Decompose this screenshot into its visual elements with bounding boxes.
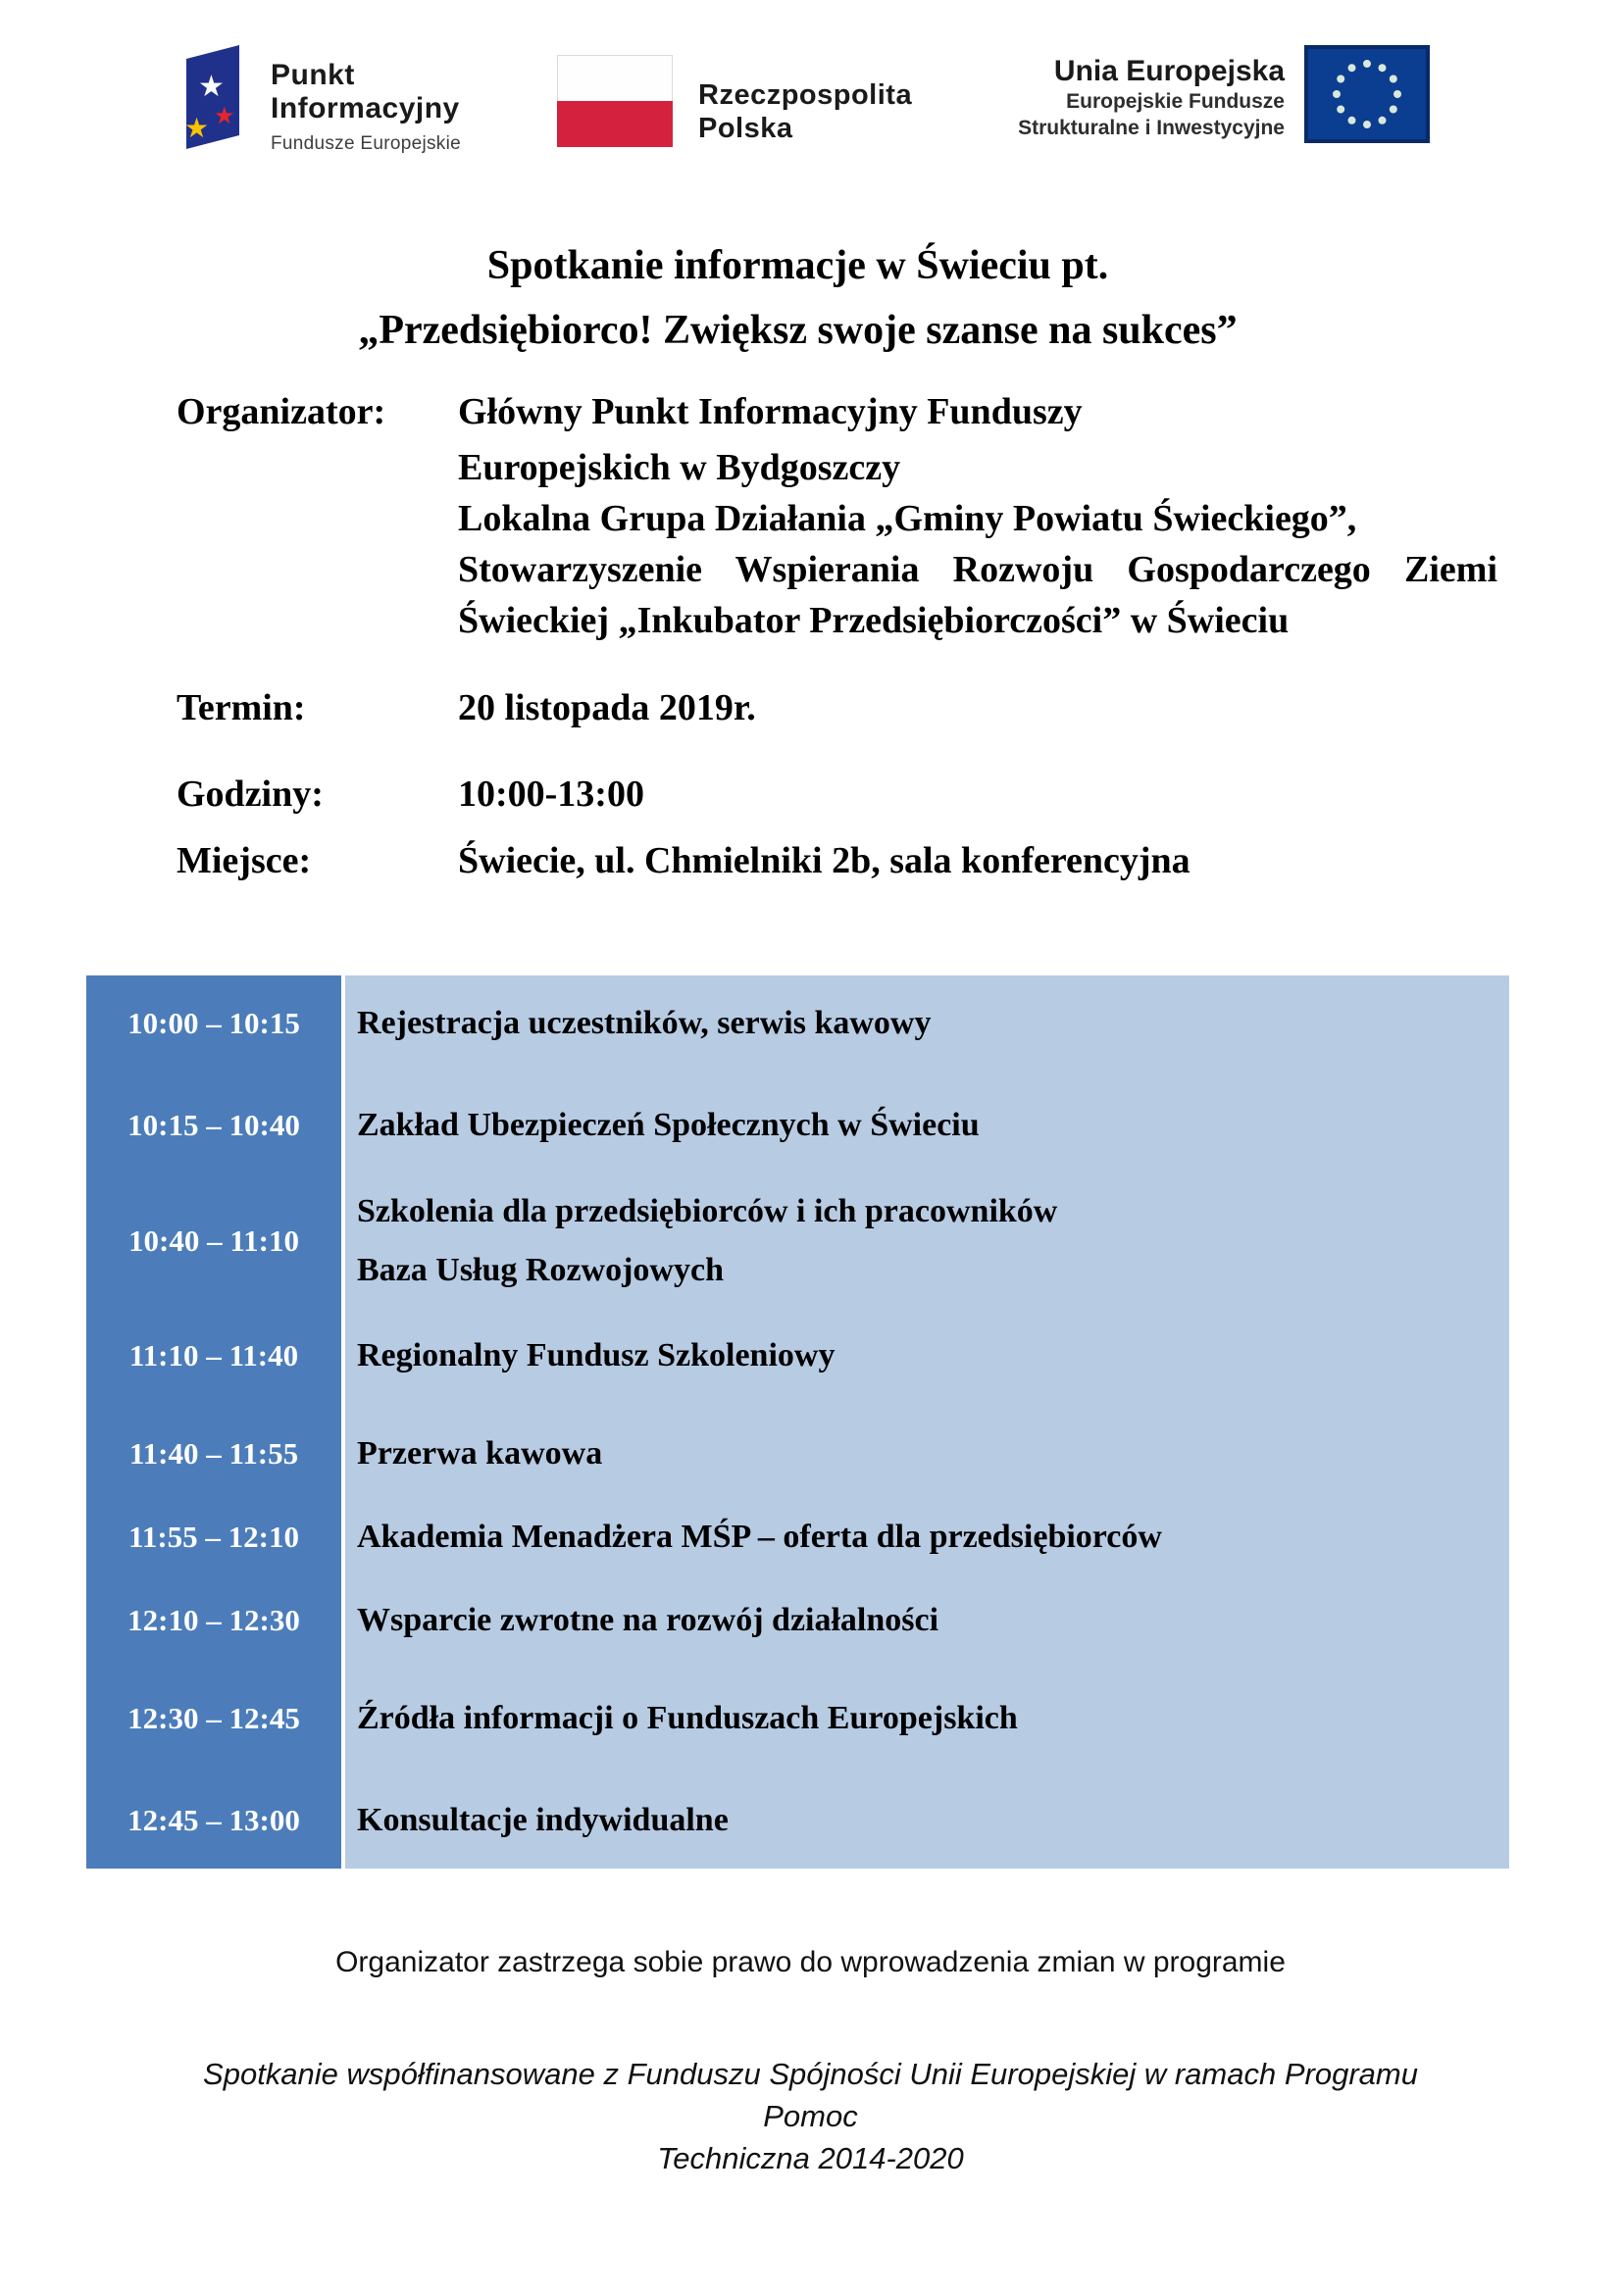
schedule-row xyxy=(86,975,1509,1072)
place-value: Świecie, ul. Chmielniki 2b, sala konferencyjna xyxy=(458,840,1190,881)
schedule-topic-line: Baza Usług Rozwojowych xyxy=(357,1251,724,1288)
poland-logo-text xyxy=(698,78,912,147)
eu-logo-text xyxy=(998,55,1285,143)
logo-text-line: Strukturalne i Inwestycyjne xyxy=(1018,117,1285,139)
logo-caption: Fundusze Europejskie xyxy=(271,133,461,154)
schedule-time: 12:45 – 13:00 xyxy=(86,1772,341,1869)
eu-funds-flag-icon xyxy=(182,39,243,149)
organizer-value xyxy=(458,390,1497,642)
schedule-topic xyxy=(345,1072,1509,1179)
schedule-topic xyxy=(345,1302,1509,1410)
organizer-line: Stowarzyszenie Wspierania Rozwoju Gospodarczego Ziemi xyxy=(458,549,1497,590)
organizer-line: Lokalna Grupa Działania „Gminy Powiatu Świeckiego”, xyxy=(458,498,1357,539)
date-value: 20 listopada 2019r. xyxy=(458,687,756,728)
schedule-topic-line: Zakład Ubezpieczeń Społecznych w Świeciu xyxy=(357,1107,980,1143)
schedule-topic xyxy=(345,1665,1509,1772)
schedule-time: 10:15 – 10:40 xyxy=(86,1072,341,1179)
organizer-line: Europejskich w Bydgoszczy xyxy=(458,447,901,488)
svg-text:★: ★ xyxy=(214,104,235,129)
schedule-time: 12:30 – 12:45 xyxy=(86,1665,341,1772)
schedule-time: 12:10 – 12:30 xyxy=(86,1576,341,1665)
schedule-row xyxy=(86,1410,1509,1498)
organizer-label: Organizator: xyxy=(177,391,386,432)
eu-flag-icon xyxy=(1304,45,1430,143)
schedule-topic xyxy=(345,975,1509,1072)
eu-funds-logo-text xyxy=(271,59,461,155)
logo-text-line: Unia Europejska xyxy=(1053,55,1285,87)
funding-line: Pomoc xyxy=(763,2099,858,2133)
schedule-topic-line: Konsultacje indywidualne xyxy=(357,1802,729,1838)
schedule-topic-line: Wsparcie zwrotne na rozwój działalności xyxy=(357,1602,939,1638)
page-title-line1: Spotkanie informacje w Świeciu pt. xyxy=(486,243,1109,288)
schedule-row xyxy=(86,1576,1509,1665)
schedule-topic-line: Źródła informacji o Funduszach Europejskich xyxy=(357,1700,1018,1736)
logo-republic-of-poland xyxy=(557,55,912,147)
logo-text-line: Europejskie Fundusze xyxy=(1066,90,1285,113)
organizer-line: Główny Punkt Informacyjny Funduszy xyxy=(458,391,1083,432)
schedule-topic xyxy=(345,1410,1509,1498)
logo-text-line: Polska xyxy=(698,113,793,144)
funding-line: Techniczna 2014-2020 xyxy=(657,2141,964,2175)
date-label: Termin: xyxy=(177,687,306,728)
disclaimer-note: Organizator zastrzega sobie prawo do wprowadzenia zmian w programie xyxy=(335,1946,1286,1978)
schedule-table xyxy=(86,975,1509,1869)
page-title xyxy=(86,233,1509,363)
schedule-row xyxy=(86,1302,1509,1410)
schedule-row xyxy=(86,1179,1509,1302)
svg-text:★: ★ xyxy=(198,71,225,103)
schedule-topic-line: Regionalny Fundusz Szkoleniowy xyxy=(357,1337,836,1373)
logo-eu-funds-info-point xyxy=(182,39,461,155)
schedule-row xyxy=(86,1772,1509,1869)
schedule-row xyxy=(86,1498,1509,1576)
schedule-row xyxy=(86,1072,1509,1179)
funding-statement xyxy=(0,2053,1621,2179)
schedule-time: 11:55 – 12:10 xyxy=(86,1498,341,1576)
schedule-time: 11:10 – 11:40 xyxy=(86,1302,341,1410)
logo-european-union xyxy=(998,43,1430,143)
poland-flag-red-stripe xyxy=(557,101,673,147)
schedule-time: 11:40 – 11:55 xyxy=(86,1410,341,1498)
page-title-line2: „Przedsiębiorco! Zwiększ swoje szanse na sukces” xyxy=(358,308,1238,353)
logo-text-line: Punkt xyxy=(271,59,355,91)
funding-line: Spotkanie współfinansowane z Funduszu Spójności Unii Europejskiej w ramach Programu xyxy=(203,2057,1418,2091)
logo-text-line: Informacyjny xyxy=(271,92,460,125)
schedule-topic xyxy=(345,1179,1509,1302)
schedule-row xyxy=(86,1665,1509,1772)
hours-label: Godziny: xyxy=(177,774,324,815)
poland-flag-white-stripe xyxy=(557,55,673,101)
schedule-topic xyxy=(345,1576,1509,1665)
schedule-topic-line: Akademia Menadżera MŚP – oferta dla przedsiębiorców xyxy=(357,1519,1162,1555)
schedule-topic-line: Szkolenia dla przedsiębiorców i ich pracowników xyxy=(357,1192,1058,1229)
svg-text:★: ★ xyxy=(184,114,210,144)
schedule-topic xyxy=(345,1498,1509,1576)
schedule-topic xyxy=(345,1772,1509,1869)
organizer-line: Świeckiej „Inkubator Przedsiębiorczości” w Świeciu xyxy=(458,600,1290,641)
schedule-time: 10:40 – 11:10 xyxy=(86,1179,341,1302)
poland-flag-icon xyxy=(557,55,673,147)
schedule-topic-line: Przerwa kawowa xyxy=(357,1435,603,1472)
schedule-time: 10:00 – 10:15 xyxy=(86,975,341,1072)
place-label: Miejsce: xyxy=(177,840,312,881)
schedule-topic-line: Rejestracja uczestników, serwis kawowy xyxy=(357,1005,932,1041)
logo-text-line: Rzeczpospolita xyxy=(698,79,913,111)
hours-value: 10:00-13:00 xyxy=(458,774,644,815)
